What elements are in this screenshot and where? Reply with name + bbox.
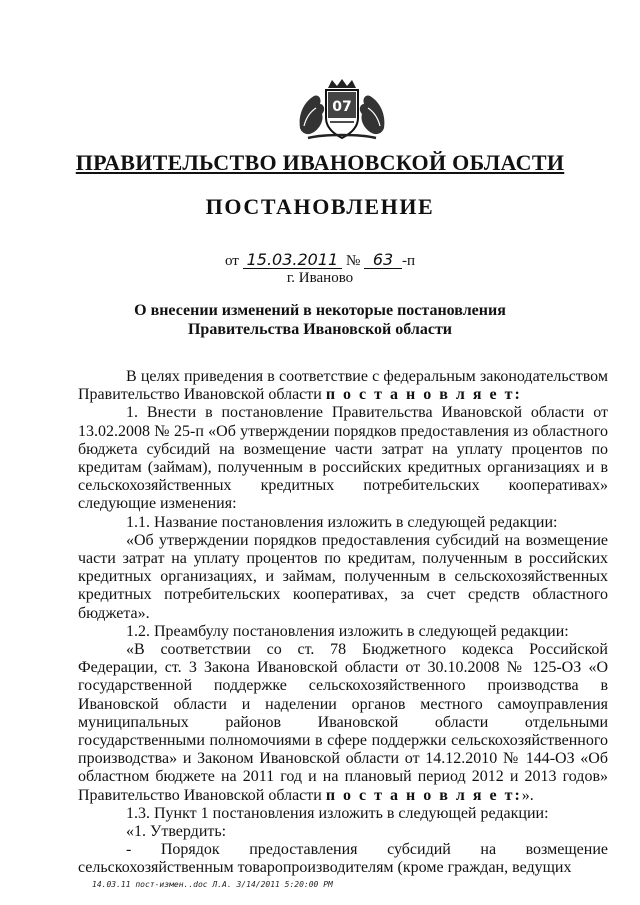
decree-date: 15.03.2011	[243, 252, 343, 269]
file-footer: 14.03.11 пост-измен..doc Л.А. 3/14/2011 5:20:00 PM	[92, 880, 333, 889]
decree-subject	[0, 301, 640, 339]
preamble-new-text: «В соответствии со ст. 78 Бюджетного кодекса Российской Федерации, ст. 3 Закона Ивановской области от 30.10.2008 № 125-ОЗ «О государственной поддержке сельскохозяйственного производства в Ивановской области и наделении органов местного самоуправления муниципальных районов Ивановской области отдельными государственными полномочиями в сфере поддержки сельскохозяйственного производства» и Законом Ивановской области от 14.12.2010 № 144-ОЗ «Об областном бюджете на 2011 год и на плановый период 2012 и 2013 годов» Правительство Ивановской области	[78, 641, 608, 804]
coat-of-arms-icon	[294, 78, 390, 144]
decree-body	[78, 368, 608, 878]
paragraph-1: 1. Внести в постановление Правительства Ивановской области от 13.02.2008 № 25-п «Об утверждении порядков предоставления из областного бюджета субсидий на возмещение части затрат на уплату процентов по кредитам (займам), полученным в российских кредитных организациях и в сельскохозяйственных кредитных потребительских кооперативах» следующие изменения:	[78, 404, 608, 513]
paragraph-1-1-text: «Об утверждении порядков предоставления субсидий на возмещение части затрат на уплату процентов по кредитам, полученным в российских кредитных организациях, и займам, полученным в сельскохозяйственных кредитных потребительских кооперативах, за счет средств областного бюджета».	[78, 531, 608, 622]
number-label: №	[345, 253, 361, 269]
preamble-close: ».	[521, 786, 534, 804]
paragraph-procedure: - Порядок предоставления субсидий на возмещение сельскохозяйственным товаропроизводителям (кроме граждан, ведущих	[78, 841, 608, 877]
document-type: ПОСТАНОВЛЕНИЕ	[205, 194, 435, 219]
emblem-label: 07	[332, 99, 352, 115]
subject-line-2: Правительства Ивановской области	[187, 321, 453, 338]
subject-line-1: О внесении изменений в некоторые постановления	[134, 302, 506, 319]
resolves-phrase: п о с т а н о в л я е т:	[325, 386, 522, 404]
paragraph-preamble	[78, 368, 608, 404]
paragraph-1-1: 1.1. Название постановления изложить в следующей редакции:	[126, 513, 558, 531]
decree-number: 63	[364, 252, 402, 269]
paragraph-1-2: 1.2. Преамбулу постановления изложить в следующей редакции:	[126, 622, 569, 640]
government-title: ПРАВИТЕЛЬСТВО ИВАНОВСКОЙ ОБЛАСТИ	[75, 150, 565, 175]
preamble-text: В целях приведения в соответствие с федеральным законодательством Правительство Ивановской области	[78, 368, 608, 404]
resolves-phrase-2: п о с т а н о в л я е т:	[325, 786, 522, 804]
paragraph-approve: «1. Утвердить:	[126, 823, 227, 841]
city: г. Иваново	[286, 270, 354, 286]
paragraph-1-2-text	[78, 641, 608, 805]
date-number-line	[0, 252, 640, 270]
from-label: от	[224, 253, 239, 269]
paragraph-1-3: 1.3. Пункт 1 постановления изложить в следующей редакции:	[126, 804, 549, 822]
number-suffix: -п	[402, 253, 416, 269]
